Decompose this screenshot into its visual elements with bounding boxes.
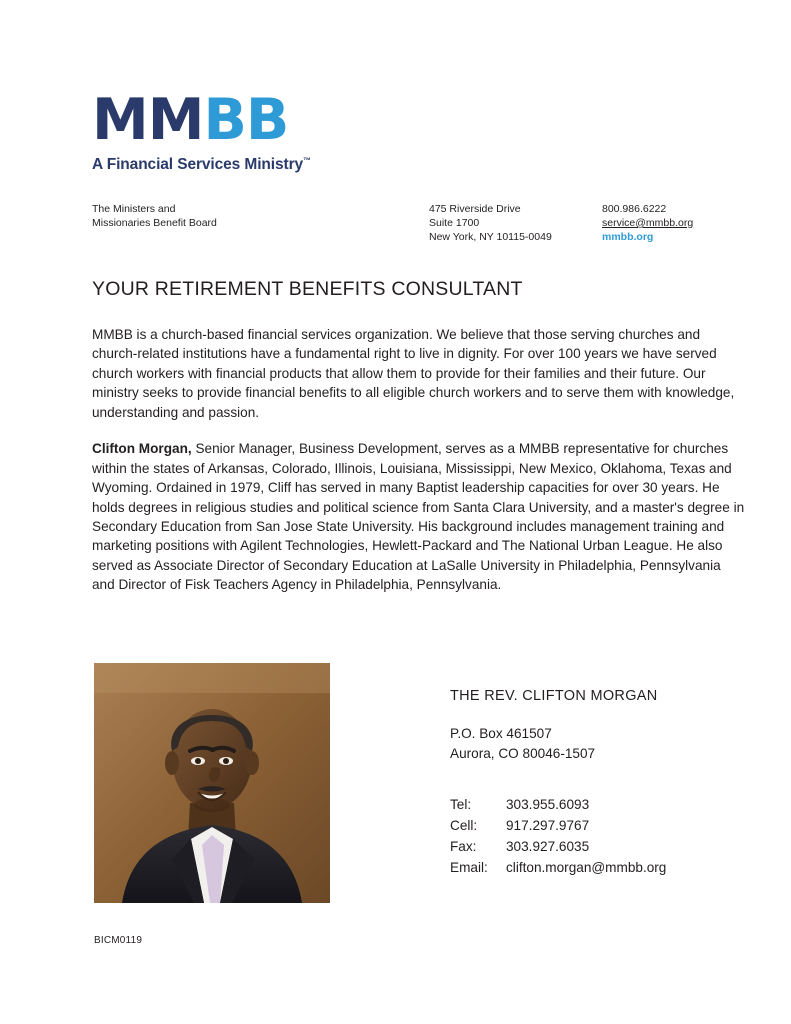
- table-row-tel: [450, 795, 666, 816]
- address-line2: Aurora, CO 80046-1507: [450, 745, 596, 761]
- logo-wordmark-bb: BB: [203, 87, 289, 153]
- table-row-cell: [450, 816, 666, 837]
- portrait-photo: [94, 663, 330, 903]
- org-name-line2: Missionaries Benefit Board: [92, 216, 217, 229]
- logo-wordmark-mm: MM: [92, 87, 204, 153]
- office-address-block: [429, 203, 629, 245]
- portrait-photo-image: [94, 663, 330, 903]
- table-row-email: [450, 858, 666, 879]
- paragraph-about-mmbb: MMBB is a church-based financial services organization. We believe that those serving churches and church-related institutions have a fundamental right to live in dignity. For over 100 years we have served church workers with financial products that allow them to provide for their families and their future. Our ministry seeks to provide financial benefits to all eligible church workers and to serve them with knowledge, understanding and passion.: [92, 327, 735, 420]
- fax-label: Fax:: [450, 838, 477, 854]
- office-email-link[interactable]: service@mmbb.org: [602, 216, 694, 229]
- office-address-line1: 475 Riverside Drive: [429, 203, 521, 215]
- document-code: BICM0119: [94, 935, 143, 946]
- tel-label: Tel:: [450, 797, 472, 813]
- contact-details-table: [450, 795, 666, 878]
- consultant-mailing-address: [450, 724, 750, 763]
- email-value[interactable]: clifton.morgan@mmbb.org: [506, 859, 667, 875]
- org-name-block: [92, 203, 392, 231]
- cell-value: 917.297.9767: [506, 818, 590, 834]
- tel-value: 303.955.6093: [506, 797, 590, 813]
- office-phone: 800.986.6222: [602, 203, 667, 215]
- office-website-link[interactable]: mmbb.org: [602, 230, 654, 243]
- address-line1: P.O. Box 461507: [450, 726, 552, 741]
- fax-value: 303.927.6035: [506, 838, 590, 854]
- email-label: Email:: [450, 859, 488, 875]
- cell-label: Cell:: [450, 818, 478, 834]
- logo-wordmark: [92, 87, 422, 153]
- body-content: [92, 325, 747, 612]
- consultant-name-inline: Clifton Morgan,: [92, 441, 192, 457]
- trademark-mark: ™: [303, 156, 311, 165]
- mmbb-logo: [92, 87, 422, 174]
- logo-tagline: [92, 156, 422, 174]
- consultant-bio-text: Senior Manager, Business Development, serves as a MMBB representative for churches within the states of Arkansas, Colorado, Illinois, Louisiana, Mississippi, New Mexico, Oklahoma, Texas and Wyoming. Ordained in 1979, Cliff has served in many Baptist leadership capacities for over 30 years. He holds degrees in religious studies and political science from Santa Clara University, and a master's degree in Secondary Education from San Jose State University. His background includes management training and marketing positions with Agilent Technologies, Hewlett-Packard and The National Urban League. He also served as Associate Director of Secondary Education at LaSalle University in Philadelphia, Pennsylvania and Director of Fisk Teachers Agency in Philadelphia, Pennsylvania.: [92, 441, 745, 593]
- consultant-full-name: THE REV. CLIFTON MORGAN: [450, 688, 658, 704]
- org-name-line1: The Ministers and: [92, 203, 176, 215]
- logo-tagline-text: A Financial Services Ministry: [92, 156, 304, 174]
- page-title: YOUR RETIREMENT BENEFITS CONSULTANT: [92, 278, 523, 300]
- paragraph-consultant-bio: [92, 439, 747, 595]
- table-row-fax: [450, 837, 666, 858]
- consultant-contact-card: [450, 688, 750, 878]
- office-address-line3: New York, NY 10115-0049: [429, 230, 552, 243]
- office-address-line2: Suite 1700: [429, 216, 480, 229]
- office-contact-block: [602, 203, 791, 245]
